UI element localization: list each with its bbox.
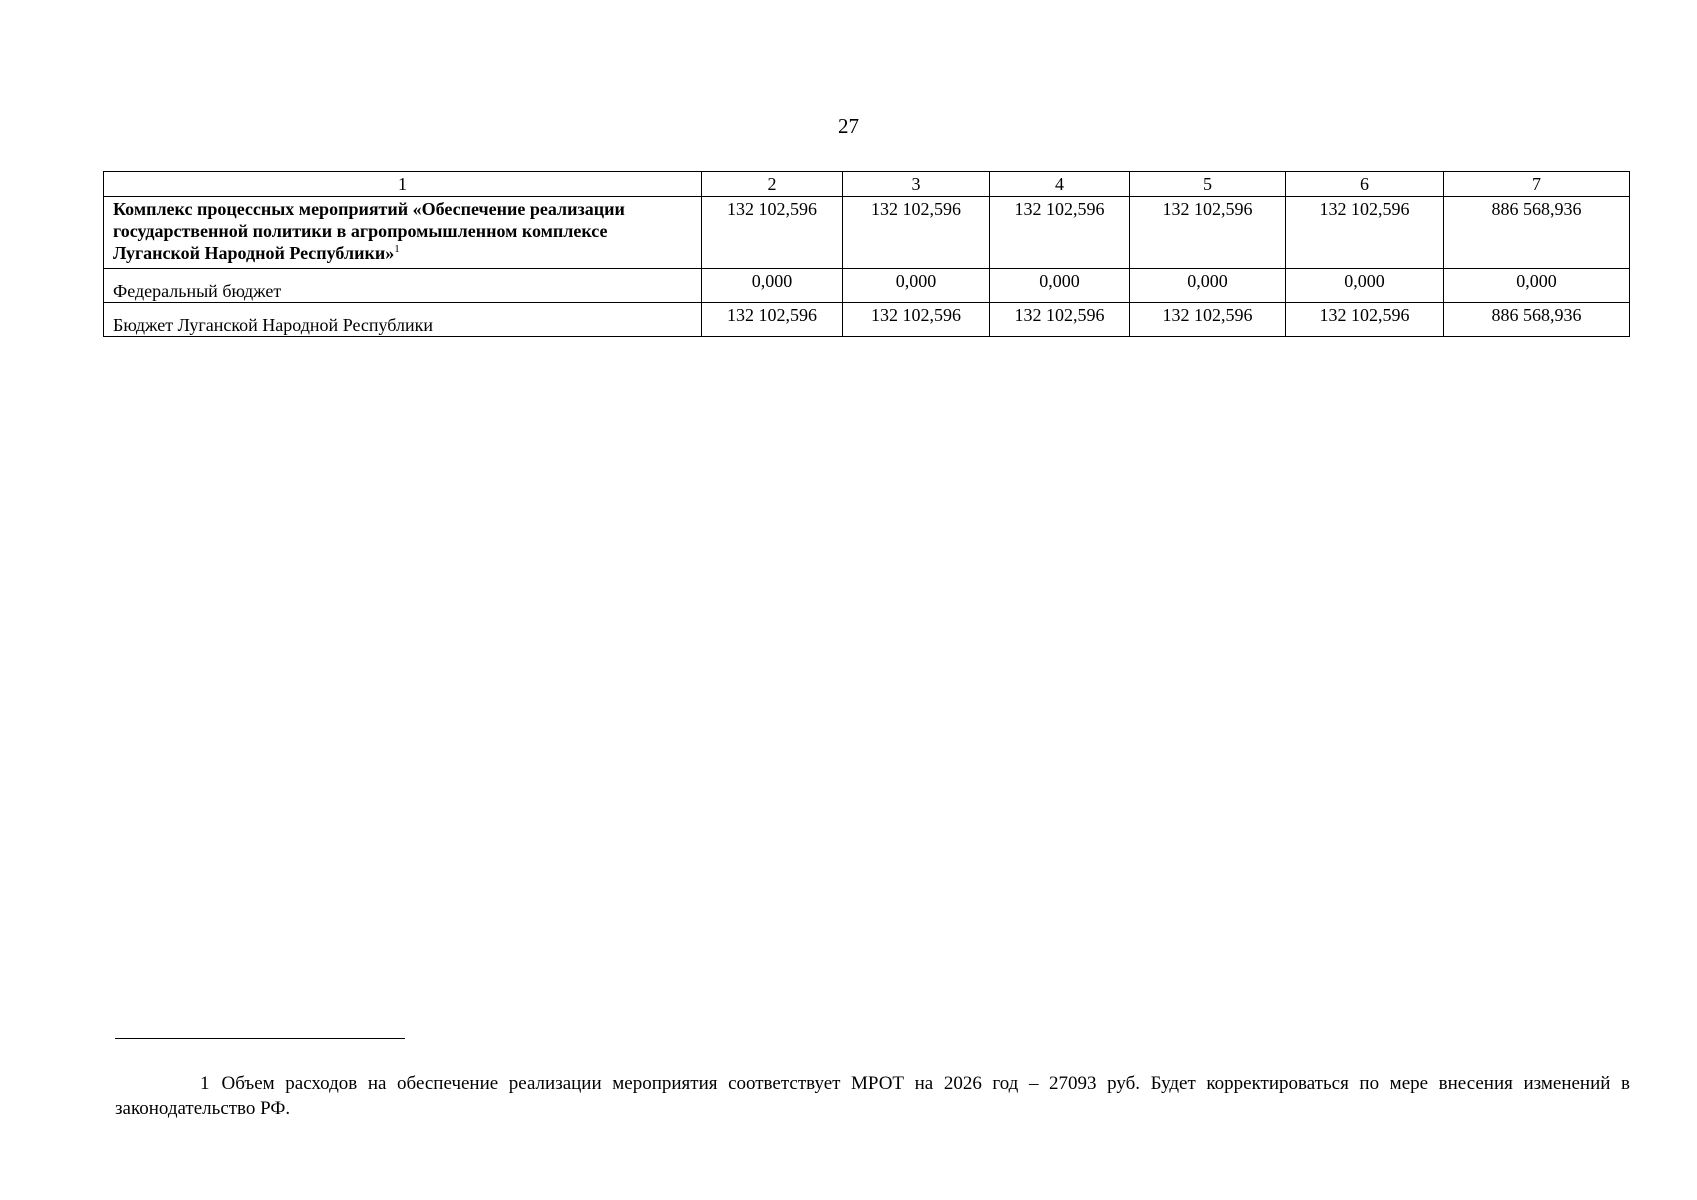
table-cell: 0,000 [1444,269,1630,303]
table-cell: 132 102,596 [990,197,1130,269]
row-label [104,197,702,269]
table-row [104,197,1630,269]
footnote-reference: 1 [394,243,400,255]
table-cell: 0,000 [1130,269,1286,303]
table-cell: 132 102,596 [990,303,1130,337]
table-cell: 132 102,596 [702,197,843,269]
table-cell: 886 568,936 [1444,197,1630,269]
column-header: 2 [702,172,843,197]
footnote-separator [115,1038,405,1039]
table-cell: 0,000 [843,269,990,303]
table-cell: 132 102,596 [1130,197,1286,269]
table-row [104,303,1630,337]
table-row [104,269,1630,303]
table-cell: 132 102,596 [843,197,990,269]
table-cell: 0,000 [1286,269,1444,303]
row-label: Федеральный бюджет [104,269,702,303]
row-label: Бюджет Луганской Народной Республики [104,303,702,337]
column-header: 6 [1286,172,1444,197]
column-header: 3 [843,172,990,197]
table-cell: 132 102,596 [1286,197,1444,269]
page-number: 27 [838,114,859,138]
column-header: 1 [104,172,702,197]
table-cell: 0,000 [990,269,1130,303]
footnote-text: Объем расходов на обеспечение реализации мероприятия соответствует МРОТ на 2026 год – 27093 руб. Будет корректироваться по мере внесения изменений в законодательство РФ. [115,1073,1630,1119]
column-header: 5 [1130,172,1286,197]
column-header: 4 [990,172,1130,197]
table-header-row [104,172,1630,197]
table-cell: 132 102,596 [1286,303,1444,337]
budget-table [103,171,1630,337]
table-cell: 132 102,596 [1130,303,1286,337]
footnote [115,1071,1630,1121]
footnote-marker: 1 [200,1073,210,1094]
table-cell: 0,000 [702,269,843,303]
column-header: 7 [1444,172,1630,197]
row-label-text: Комплекс процессных мероприятий «Обеспечение реализации государственной политики в агропромышленном комплексе Луганской Народной Республики» [113,199,625,263]
table-cell: 886 568,936 [1444,303,1630,337]
table-cell: 132 102,596 [843,303,990,337]
table-cell: 132 102,596 [702,303,843,337]
